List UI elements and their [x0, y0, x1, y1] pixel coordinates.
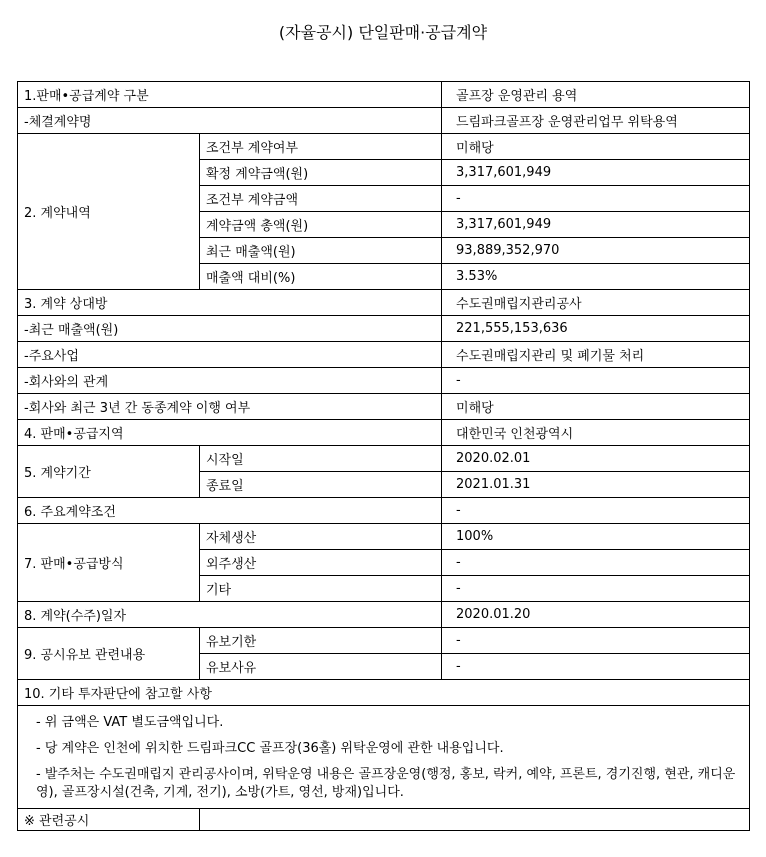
row-value: 3,317,601,949 — [442, 160, 750, 186]
section-label: 9. 공시유보 관련내용 — [18, 628, 200, 680]
notes-cell — [18, 706, 750, 809]
table-row — [18, 290, 750, 316]
table-row — [18, 498, 750, 524]
section-label: 5. 계약기간 — [18, 446, 200, 498]
table-row — [18, 446, 750, 472]
sub-label: 유보사유 — [200, 654, 442, 680]
sub-label: 자체생산 — [200, 524, 442, 550]
row-value: - — [442, 550, 750, 576]
row-value: 골프장 운영관리 용역 — [442, 82, 750, 108]
disclosure-table — [17, 81, 750, 831]
row-label: 4. 판매•공급지역 — [18, 420, 442, 446]
row-label: -체결계약명 — [18, 108, 442, 134]
row-label: 6. 주요계약조건 — [18, 498, 442, 524]
row-value: 수도권매립지관리 및 폐기물 처리 — [442, 342, 750, 368]
row-label: -회사와 최근 3년 간 동종계약 이행 여부 — [18, 394, 442, 420]
note-item: - 위 금액은 VAT 별도금액입니다. — [36, 715, 224, 730]
page-title: (자율공시) 단일판매·공급계약 — [278, 23, 488, 42]
sub-label: 시작일 — [200, 446, 442, 472]
table-row — [18, 316, 750, 342]
row-value: 미해당 — [442, 394, 750, 420]
sub-label: 외주생산 — [200, 550, 442, 576]
table-row — [18, 108, 750, 134]
table-row — [18, 524, 750, 550]
row-value: - — [442, 576, 750, 602]
table-row — [18, 134, 750, 160]
sub-label: 유보기한 — [200, 628, 442, 654]
section-label: 7. 판매•공급방식 — [18, 524, 200, 602]
row-value: 221,555,153,636 — [442, 316, 750, 342]
row-value: 대한민국 인천광역시 — [442, 420, 750, 446]
row-label: 10. 기타 투자판단에 참고할 사항 — [18, 680, 750, 706]
section-label: 2. 계약내역 — [18, 134, 200, 290]
row-label: -주요사업 — [18, 342, 442, 368]
table-row — [18, 628, 750, 654]
row-value: 드림파크골프장 운영관리업무 위탁용역 — [442, 108, 750, 134]
table-row — [18, 82, 750, 108]
sub-label: 종료일 — [200, 472, 442, 498]
table-row — [18, 602, 750, 628]
sub-label: 최근 매출액(원) — [200, 238, 442, 264]
row-value: 미해당 — [442, 134, 750, 160]
row-label: -회사와의 관계 — [18, 368, 442, 394]
row-value: - — [442, 186, 750, 212]
row-value: - — [442, 628, 750, 654]
table-row — [18, 420, 750, 446]
table-row — [18, 706, 750, 809]
row-value: 2021.01.31 — [442, 472, 750, 498]
row-value: 2020.02.01 — [442, 446, 750, 472]
table-row — [18, 394, 750, 420]
sub-label: 계약금액 총액(원) — [200, 212, 442, 238]
sub-label: 매출액 대비(%) — [200, 264, 442, 290]
sub-label: 기타 — [200, 576, 442, 602]
row-value: 3.53% — [442, 264, 750, 290]
row-value: 3,317,601,949 — [442, 212, 750, 238]
row-label: -최근 매출액(원) — [18, 316, 442, 342]
row-value — [200, 809, 750, 831]
row-value: - — [442, 654, 750, 680]
sub-label: 조건부 계약금액 — [200, 186, 442, 212]
row-value: 93,889,352,970 — [442, 238, 750, 264]
table-row — [18, 342, 750, 368]
row-label: 3. 계약 상대방 — [18, 290, 442, 316]
row-value: 수도권매립지관리공사 — [442, 290, 750, 316]
note-item: - 당 계약은 인천에 위치한 드림파크CC 골프장(36홀) 위탁운영에 관한 내용입니다. — [36, 741, 504, 756]
table-row — [18, 680, 750, 706]
sub-label: 확정 계약금액(원) — [200, 160, 442, 186]
row-value: - — [442, 368, 750, 394]
row-value: - — [442, 498, 750, 524]
table-row — [18, 368, 750, 394]
table-row — [18, 809, 750, 831]
note-item: - 발주처는 수도권매립지 관리공사이며, 위탁운영 내용은 골프장운영(행정, 홍보, 락커, 예약, 프론트, 경기진행, 현관, 캐디운영), 골프장시설(건축, 기계, 전기), 소방(가트, 영선, 방재)입니다. — [36, 767, 736, 800]
row-value: 100% — [442, 524, 750, 550]
row-label: 1.판매•공급계약 구분 — [18, 82, 442, 108]
sub-label: 조건부 계약여부 — [200, 134, 442, 160]
row-label: 8. 계약(수주)일자 — [18, 602, 442, 628]
row-value: 2020.01.20 — [442, 602, 750, 628]
row-label: ※ 관련공시 — [18, 809, 200, 831]
